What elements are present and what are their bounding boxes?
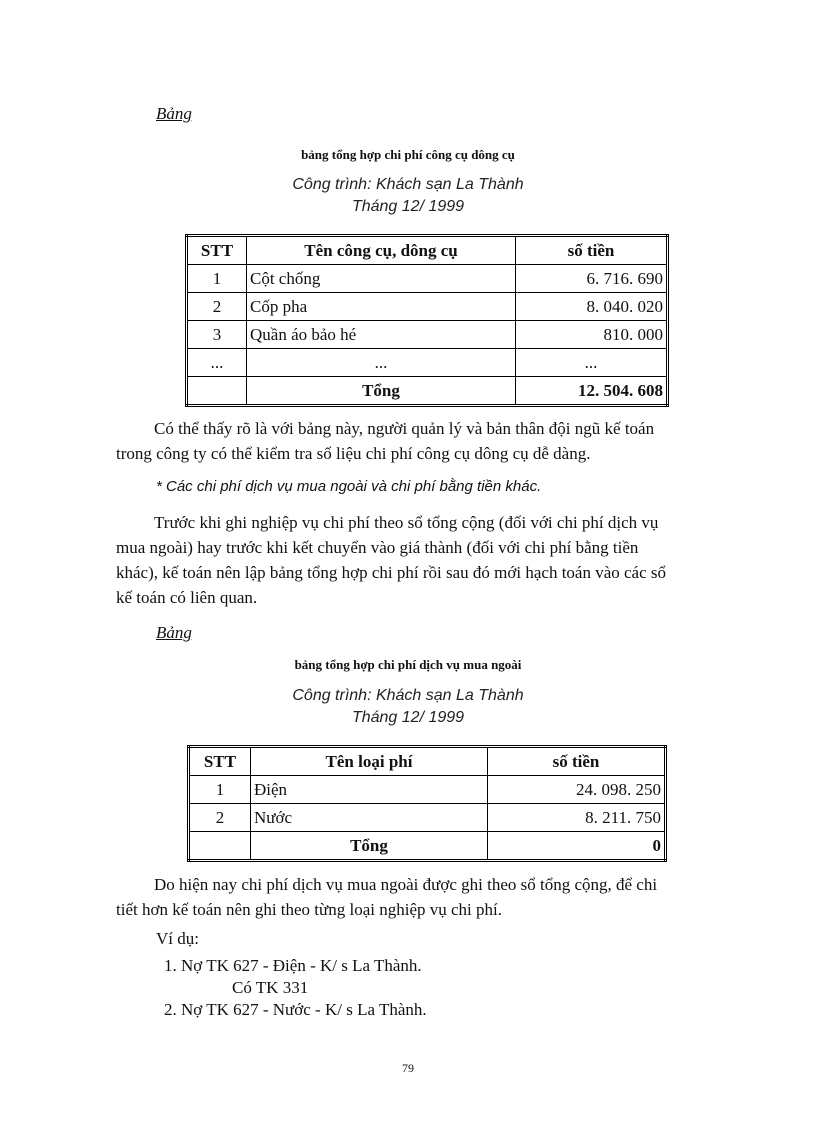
table1-project: Công trình: Khách sạn La Thành xyxy=(292,176,524,193)
paragraph-1 xyxy=(116,416,740,466)
table1-header-row xyxy=(187,236,668,265)
table-row xyxy=(187,349,668,377)
table-cell: ... xyxy=(247,349,516,377)
table-row xyxy=(189,804,666,832)
example-label: Ví dụ: xyxy=(156,929,199,948)
page-number: 79 xyxy=(402,1061,414,1075)
example-item-2: 2. Nợ TK 627 - Nước - K/ s La Thành. xyxy=(164,1000,427,1019)
paragraph-text: Có thể thấy rõ là với bảng này, người quản lý và bản thân đội ngũ kế toán xyxy=(154,419,655,438)
table-cell: Cột chống xyxy=(247,265,516,293)
table-cell: 6. 716. 690 xyxy=(516,265,668,293)
paragraph-text: Trước khi ghi nghiệp vụ chi phí theo sổ tổng cộng (đối với chi phí dịch vụ xyxy=(154,513,659,532)
table1 xyxy=(185,234,669,407)
table2-header-name: Tên loại phí xyxy=(251,747,488,776)
table-row xyxy=(187,265,668,293)
paragraph-text: Do hiện nay chi phí dịch vụ mua ngoài được ghi theo sổ tổng cộng, để chi xyxy=(154,875,658,894)
table1-period: Tháng 12/ 1999 xyxy=(351,198,465,215)
table-cell: 24. 098. 250 xyxy=(488,776,666,804)
paragraph-line xyxy=(116,510,740,535)
table-cell: Cốp pha xyxy=(247,293,516,321)
table2-title: bảng tổng hợp chi phí dịch vụ mua ngoài xyxy=(294,657,522,672)
table2-label: Bảng xyxy=(156,623,192,642)
table-cell: 8. 211. 750 xyxy=(488,804,666,832)
paragraph-2 xyxy=(116,510,740,610)
table2-total-value: 0 xyxy=(488,832,666,861)
table1-header-stt: STT xyxy=(187,236,247,265)
table-cell: Điện xyxy=(251,776,488,804)
table-cell: 2 xyxy=(189,804,251,832)
table1-total-label: Tổng xyxy=(247,377,516,406)
table-cell: 1 xyxy=(187,265,247,293)
note-line: * Các chi phí dịch vụ mua ngoài và chi phí bằng tiền khác. xyxy=(156,478,542,495)
table2 xyxy=(187,745,667,862)
table-cell xyxy=(187,377,247,406)
table1-header-amount: số tiền xyxy=(516,236,668,265)
example-item-1-sub: Có TK 331 xyxy=(232,978,309,997)
paragraph-line xyxy=(116,416,740,441)
table-cell: ... xyxy=(187,349,247,377)
table1-label: Bảng xyxy=(156,104,192,123)
table1-total-row xyxy=(187,377,668,406)
paragraph-line: mua ngoài) hay trước khi kết chuyển vào giá thành (đối với chi phí bằng tiền xyxy=(116,538,639,557)
table1-title: bảng tổng hợp chi phí công cụ dông cụ xyxy=(301,147,515,162)
table2-project: Công trình: Khách sạn La Thành xyxy=(292,687,524,704)
paragraph-line xyxy=(116,872,740,897)
table-cell: 3 xyxy=(187,321,247,349)
table-cell: Nước xyxy=(251,804,488,832)
table-cell: 1 xyxy=(189,776,251,804)
table2-header-amount: số tiền xyxy=(488,747,666,776)
table-row xyxy=(189,776,666,804)
table-cell xyxy=(189,832,251,861)
paragraph-line: tiết hơn kế toán nên ghi theo từng loại nghiệp vụ chi phí. xyxy=(116,900,502,919)
example-item-1: 1. Nợ TK 627 - Điện - K/ s La Thành. xyxy=(164,956,422,975)
table-row xyxy=(187,321,668,349)
table2-header-row xyxy=(189,747,666,776)
table-cell: ... xyxy=(516,349,668,377)
paragraph-3 xyxy=(116,872,740,922)
paragraph-line: khác), kế toán nên lập bảng tổng hợp chi phí rồi sau đó mới hạch toán vào các sổ xyxy=(116,563,667,582)
table-cell: 8. 040. 020 xyxy=(516,293,668,321)
table2-header-stt: STT xyxy=(189,747,251,776)
table-cell: 2 xyxy=(187,293,247,321)
table-cell: Quần áo bảo hé xyxy=(247,321,516,349)
table-cell: 810. 000 xyxy=(516,321,668,349)
table2-total-label: Tổng xyxy=(251,832,488,861)
table-row xyxy=(187,293,668,321)
table1-total-value: 12. 504. 608 xyxy=(516,377,668,406)
paragraph-line: kế toán có liên quan. xyxy=(116,588,258,607)
table2-period: Tháng 12/ 1999 xyxy=(351,709,465,726)
table1-header-name: Tên công cụ, dông cụ xyxy=(247,236,516,265)
paragraph-line: trong công ty có thể kiểm tra số liệu chi phí công cụ dông cụ dễ dàng. xyxy=(116,444,591,463)
table2-total-row xyxy=(189,832,666,861)
